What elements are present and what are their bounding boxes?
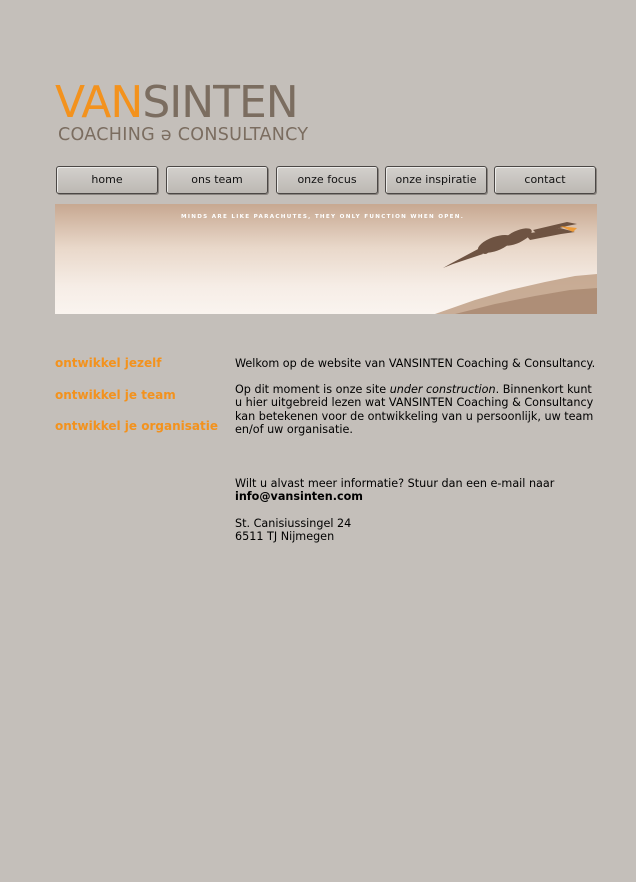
logo[interactable] xyxy=(55,77,335,148)
construction-text xyxy=(235,383,600,437)
address-street: St. Canisiussingel 24 xyxy=(235,517,352,530)
nav-onze-inspiratie-button[interactable]: onze inspiratie xyxy=(385,166,487,194)
nav-home-button[interactable]: home xyxy=(56,166,158,194)
banner-quote: MINDS ARE LIKE PARACHUTES, THEY ONLY FUNCTION WHEN OPEN. xyxy=(181,214,465,220)
email-link[interactable]: info@vansinten.com xyxy=(235,490,363,503)
header-banner xyxy=(55,204,597,314)
nav-onze-focus-button[interactable]: onze focus xyxy=(276,166,378,194)
sidebar-link-ontwikkel-je-organisatie[interactable]: ontwikkel je organisatie xyxy=(55,419,218,433)
logo-brand-van: VAN xyxy=(55,77,143,128)
sidebar-link-ontwikkel-jezelf[interactable]: ontwikkel jezelf xyxy=(55,356,162,370)
construction-pre: Op dit moment is onze site xyxy=(235,383,390,396)
logo-brand xyxy=(55,78,298,128)
nav-contact-button[interactable]: contact xyxy=(494,166,596,194)
logo-tagline: COACHING ə CONSULTANCY xyxy=(58,125,309,145)
address-city: 6511 TJ Nijmegen xyxy=(235,530,335,543)
sidebar-link-ontwikkel-je-team[interactable]: ontwikkel je team xyxy=(55,388,176,402)
welcome-text: Welkom op de website van VANSINTEN Coaching & Consultancy. xyxy=(235,357,596,370)
info-request-text: Wilt u alvast meer informatie? Stuur dan een e-mail naar xyxy=(235,477,555,490)
construction-post: . Binnenkort kunt u hier uitgebreid lezen wat VANSINTEN Coaching & Consultancy kan betekenen voor de ontwikkeling van u persoonlijk, uw team en/of uw organisatie. xyxy=(235,383,594,437)
skydiver-illustration xyxy=(55,204,597,314)
nav-ons-team-button[interactable]: ons team xyxy=(166,166,268,194)
construction-emphasis: under construction xyxy=(389,383,496,396)
logo-brand-sinten: SINTEN xyxy=(142,77,298,128)
